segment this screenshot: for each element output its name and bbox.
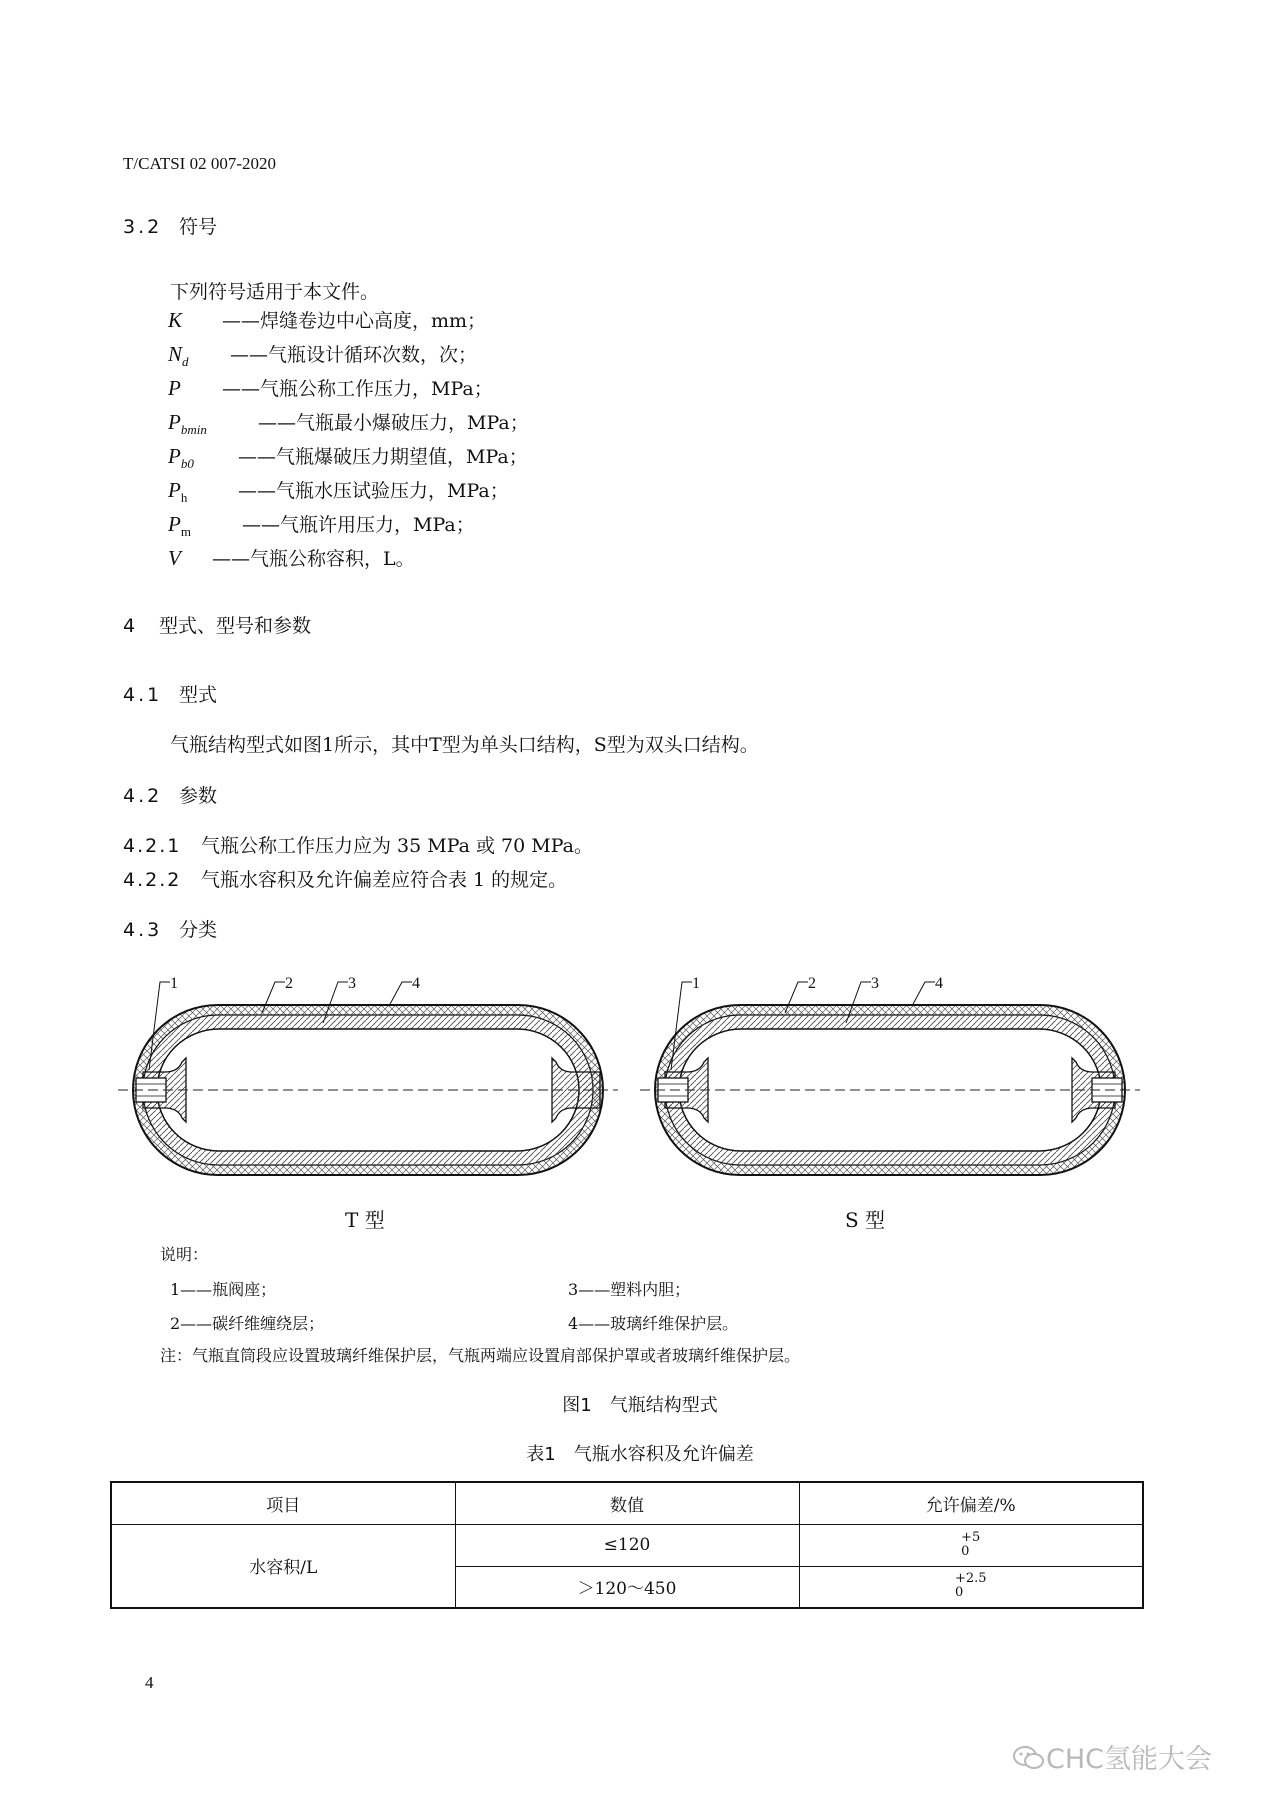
symbol-item-pb0 xyxy=(168,442,529,476)
volume-tolerance-table xyxy=(110,1481,1144,1609)
tolerance-lower: 0 xyxy=(961,1543,970,1559)
symbol-desc: ——焊缝卷边中心高度，mm； xyxy=(222,310,487,332)
clause-4-2-1 xyxy=(123,831,593,858)
cylinder-structure-figure xyxy=(0,960,1280,1200)
symbol-list xyxy=(168,306,529,578)
cell-value: ≤120 xyxy=(455,1524,799,1566)
section-3-2-heading xyxy=(123,212,217,239)
symbol-desc: ——气瓶公称容积，L。 xyxy=(212,548,415,570)
legend-title: 说明： xyxy=(160,1245,209,1264)
tolerance-upper: +2.5 xyxy=(954,1571,987,1587)
clause-number: 4.2.1 xyxy=(123,835,182,857)
symbol-desc: ——气瓶设计循环次数，次； xyxy=(230,344,478,366)
section-number: 4.2 xyxy=(123,785,163,807)
symbol-sub: d xyxy=(182,354,189,370)
watermark xyxy=(1012,1737,1212,1776)
symbol-item-v xyxy=(168,544,529,578)
table-header-row xyxy=(111,1482,1143,1524)
s-callout-3: 3 xyxy=(871,975,879,992)
s-callout-4: 4 xyxy=(935,975,943,992)
symbol-desc: ——气瓶许用压力，MPa； xyxy=(242,514,475,536)
symbol: V xyxy=(168,546,181,570)
section-title: 符号 xyxy=(179,216,218,238)
section-title: 参数 xyxy=(179,785,218,807)
symbol-sub: b0 xyxy=(180,456,194,472)
figure-caption: 图1 气瓶结构型式 xyxy=(562,1395,718,1416)
table-row xyxy=(111,1524,1143,1566)
legend-item-2: 2——碳纤维缠绕层； xyxy=(170,1314,325,1333)
tolerance-upper: +5 xyxy=(961,1529,981,1545)
s-callout-1: 1 xyxy=(692,975,700,992)
symbol: P xyxy=(168,512,181,536)
t-callout-4: 4 xyxy=(412,975,420,992)
cell-tolerance xyxy=(799,1566,1143,1608)
t-callout-3: 3 xyxy=(348,975,356,992)
symbol-item-pbmin xyxy=(168,408,529,442)
symbol: P xyxy=(168,410,181,434)
symbols-intro: 下列符号适用于本文件。 xyxy=(170,281,380,303)
wechat-icon xyxy=(1012,1744,1046,1772)
section-number: 4 xyxy=(123,615,139,637)
section-number: 4.1 xyxy=(123,684,163,706)
header-value: 数值 xyxy=(455,1482,799,1524)
symbol-desc: ——气瓶公称工作压力，MPa； xyxy=(222,378,493,400)
section-title: 型式、型号和参数 xyxy=(159,615,312,637)
symbol-desc: ——气瓶爆破压力期望值，MPa； xyxy=(238,446,528,468)
section-4-3-heading xyxy=(123,915,217,942)
standard-code: T/CATSI 02 007-2020 xyxy=(123,154,276,173)
symbol-item-k xyxy=(168,306,529,340)
clause-text: 气瓶公称工作压力应为 35 MPa 或 70 MPa。 xyxy=(201,835,593,857)
clause-number: 4.2.2 xyxy=(123,869,182,891)
legend-item-4: 4——玻璃纤维保护层。 xyxy=(568,1314,739,1333)
figure-note: 注：气瓶直筒段应设置玻璃纤维保护层，气瓶两端应设置肩部保护罩或者玻璃纤维保护层。 xyxy=(160,1346,801,1365)
symbol-item-p xyxy=(168,374,529,408)
tolerance-lower: 0 xyxy=(954,1585,964,1601)
legend-item-3: 3——塑料内胆； xyxy=(568,1280,691,1299)
symbol-sub: h xyxy=(180,490,188,506)
symbol-item-ph xyxy=(168,476,529,510)
t-type-cylinder xyxy=(118,982,618,1175)
section-title: 型式 xyxy=(179,684,218,706)
section-title: 分类 xyxy=(179,919,218,941)
section-4-1-text: 气瓶结构型式如图1所示，其中T型为单头口结构，S型为双头口结构。 xyxy=(170,734,759,756)
section-4-heading xyxy=(123,611,311,638)
clause-text: 气瓶水容积及允许偏差应符合表 1 的规定。 xyxy=(201,869,568,891)
symbol-desc: ——气瓶最小爆破压力，MPa； xyxy=(258,412,529,434)
cell-value: ＞120～450 xyxy=(455,1566,799,1608)
t-callout-2: 2 xyxy=(285,975,293,992)
section-4-2-heading xyxy=(123,781,217,808)
symbol-desc: ——气瓶水压试验压力，MPa； xyxy=(238,480,509,502)
header-tolerance: 允许偏差/% xyxy=(799,1482,1143,1524)
symbol-item-nd xyxy=(168,340,529,374)
symbol-sub: bmin xyxy=(180,422,207,438)
table-caption: 表1 气瓶水容积及允许偏差 xyxy=(526,1444,754,1465)
symbol: K xyxy=(168,308,183,332)
header-item: 项目 xyxy=(111,1482,455,1524)
symbol-item-pm xyxy=(168,510,529,544)
row-label-water-volume: 水容积/L xyxy=(111,1524,455,1608)
s-callout-2: 2 xyxy=(808,975,816,992)
symbol: P xyxy=(168,444,181,468)
page-number: 4 xyxy=(145,1673,154,1692)
symbol: N xyxy=(168,342,183,366)
s-type-label: S 型 xyxy=(845,1208,886,1232)
cell-tolerance xyxy=(799,1524,1143,1566)
watermark-text: CHC氢能大会 xyxy=(1046,1744,1213,1775)
t-type-label: T 型 xyxy=(345,1208,385,1232)
legend-item-1: 1——瓶阀座； xyxy=(170,1280,277,1299)
section-number: 3.2 xyxy=(123,216,163,238)
s-type-cylinder xyxy=(640,982,1140,1175)
symbol: P xyxy=(168,376,181,400)
clause-4-2-2 xyxy=(123,865,567,892)
symbol-sub: m xyxy=(180,524,191,540)
symbol: P xyxy=(168,478,181,502)
t-callout-1: 1 xyxy=(170,975,178,992)
section-4-1-heading xyxy=(123,680,217,707)
section-number: 4.3 xyxy=(123,919,163,941)
